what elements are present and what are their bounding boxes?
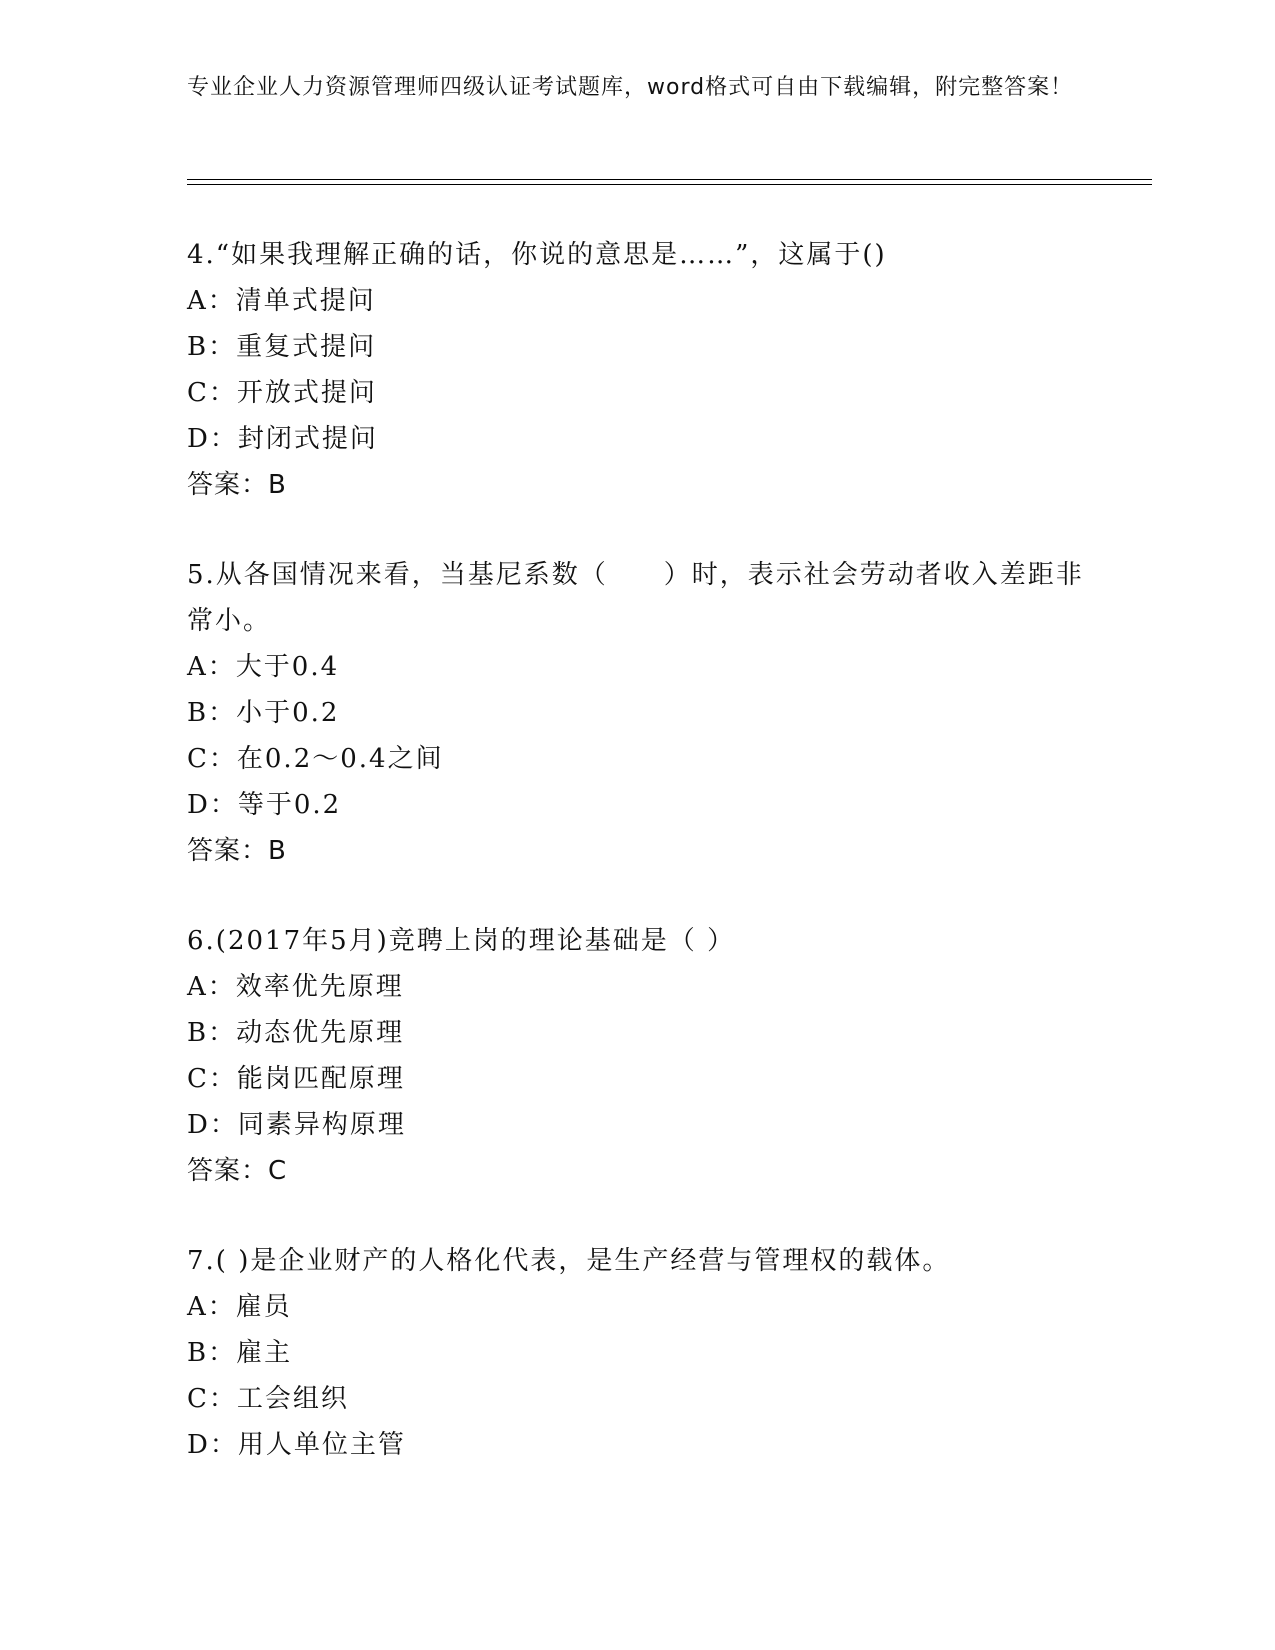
option-b: B：动态优先原理 (187, 1018, 405, 1048)
option-c: C：在0.2～0.4之间 (187, 744, 444, 774)
question-stem: 6.(2017年5月)竞聘上岗的理论基础是（ ） (187, 926, 736, 956)
option-c: C：能岗匹配原理 (187, 1064, 405, 1094)
option-d: D：用人单位主管 (187, 1430, 406, 1460)
option-b: B：雇主 (187, 1338, 293, 1368)
option-d: D：等于0.2 (187, 790, 342, 820)
option-b: B：重复式提问 (187, 332, 377, 362)
answer-label: 答案：B (187, 470, 287, 500)
header-divider (187, 179, 1152, 180)
header-divider-second (187, 184, 1152, 185)
option-d: D：同素异构原理 (187, 1110, 406, 1140)
question-stem: 7.( )是企业财产的人格化代表，是生产经营与管理权的载体。 (187, 1246, 951, 1276)
option-b: B：小于0.2 (187, 698, 340, 728)
question-stem: 4.“如果我理解正确的话，你说的意思是……”，这属于() (187, 240, 887, 270)
option-a: A：效率优先原理 (187, 972, 404, 1002)
option-c: C：工会组织 (187, 1384, 349, 1414)
question-stem: 5.从各国情况来看，当基尼系数（ ）时，表示社会劳动者收入差距非常小。 (187, 560, 1084, 636)
answer-label: 答案：C (187, 1156, 288, 1186)
option-d: D：封闭式提问 (187, 424, 378, 454)
question-5 (187, 552, 1087, 874)
answer-label: 答案：B (187, 836, 287, 866)
document-header: 专业企业人力资源管理师四级认证考试题库，word格式可自由下载编辑，附完整答案！ (187, 75, 1074, 100)
option-a: A：大于0.4 (187, 652, 340, 682)
option-a: A：雇员 (187, 1292, 292, 1322)
question-7 (187, 1238, 1087, 1468)
option-a: A：清单式提问 (187, 286, 376, 316)
question-4 (187, 232, 1087, 508)
question-6 (187, 918, 1087, 1194)
option-c: C：开放式提问 (187, 378, 377, 408)
